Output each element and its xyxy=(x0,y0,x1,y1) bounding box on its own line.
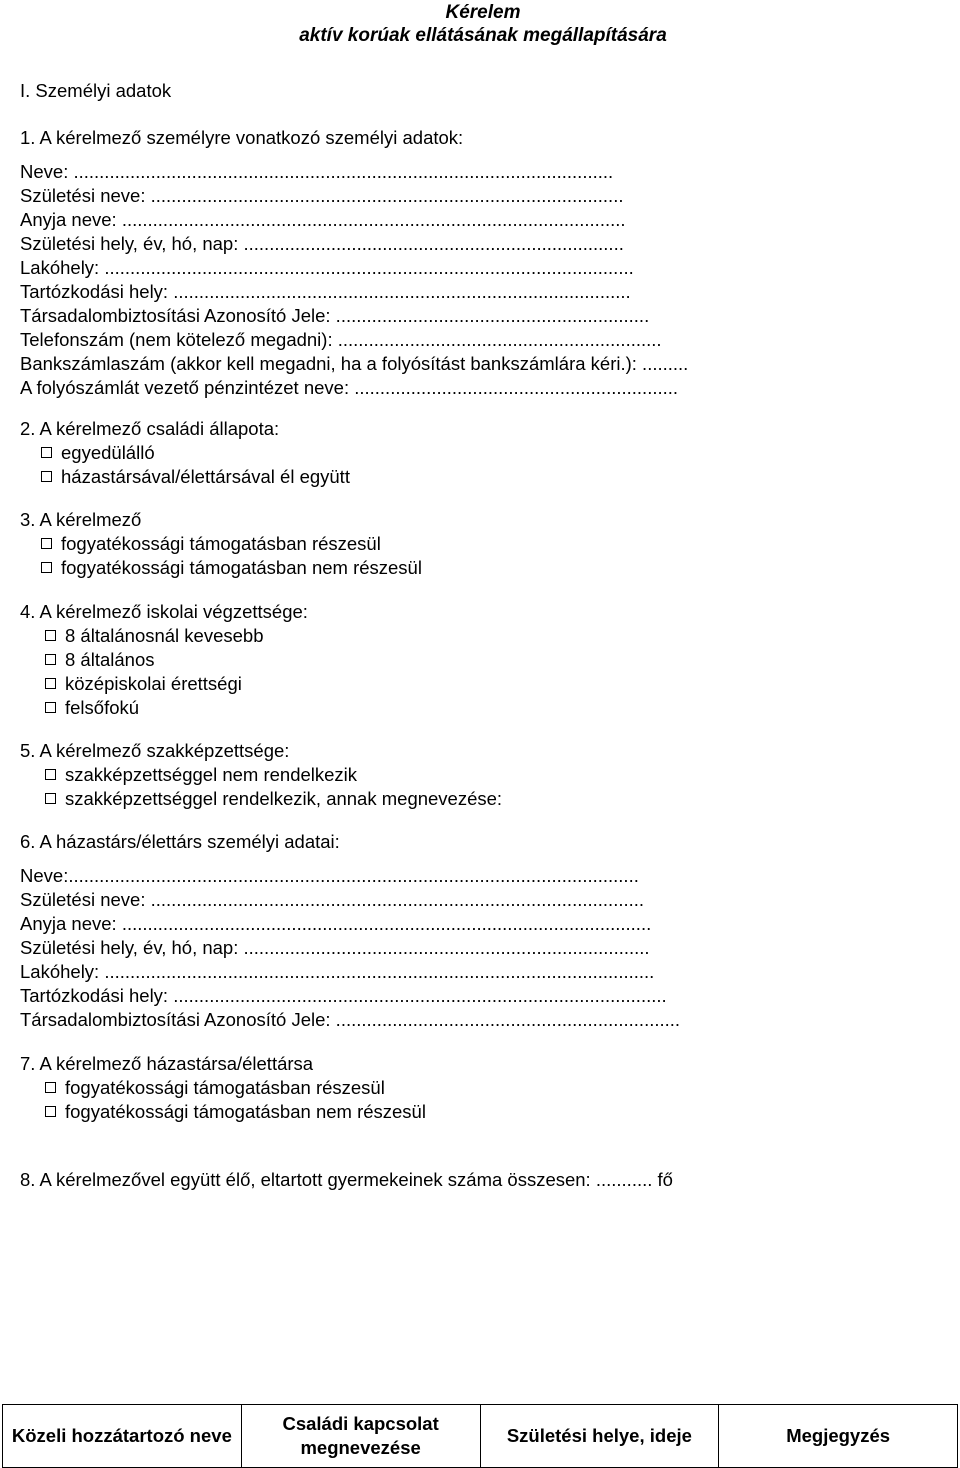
spouse-name-field[interactable]: Neve:............................................................................................................... xyxy=(20,865,639,886)
q2-label: 2. A kérelmező családi állapota: xyxy=(20,418,280,439)
disability-option-no[interactable]: fogyatékossági támogatásban nem részesül xyxy=(41,556,422,580)
education-option-8[interactable]: 8 általános xyxy=(45,648,154,672)
disability-option-yes[interactable]: fogyatékossági támogatásban részesül xyxy=(41,532,381,556)
checkbox-icon[interactable] xyxy=(45,630,56,641)
relatives-table xyxy=(2,1404,958,1468)
marital-option-single[interactable]: egyedülálló xyxy=(41,441,155,465)
request-title-line2: aktív korúak ellátásának megállapítására xyxy=(299,25,667,46)
spouse-disability-option-yes[interactable]: fogyatékossági támogatásban részesül xyxy=(45,1076,385,1100)
q8-children-count-field[interactable]: 8. A kérelmezővel együtt élő, eltartott gyermekeinek száma összesen: ........... fő xyxy=(20,1169,673,1190)
col-remark: Megjegyzés xyxy=(719,1405,958,1468)
checkbox-icon[interactable] xyxy=(45,769,56,780)
request-title-line1: Kérelem xyxy=(445,2,521,23)
applicant-bank-account-field[interactable]: Bankszámlaszám (akkor kell megadni, ha a folyósítást bankszámlára kéri.): ......... xyxy=(20,353,689,374)
applicant-stay-place-field[interactable]: Tartózkodási hely: ......................................................................................... xyxy=(20,281,631,302)
applicant-bank-name-field[interactable]: A folyószámlát vezető pénzintézet neve: ............................................................... xyxy=(20,377,679,398)
q3-label: 3. A kérelmező xyxy=(20,509,142,530)
checkbox-icon[interactable] xyxy=(45,654,56,665)
checkbox-icon[interactable] xyxy=(45,678,56,689)
spouse-disability-option-no[interactable]: fogyatékossági támogatásban nem részesül xyxy=(45,1100,426,1124)
spouse-residence-field[interactable]: Lakóhely: ........................................................................................................... xyxy=(20,961,655,982)
checkbox-icon[interactable] xyxy=(45,1106,56,1117)
applicant-phone-field[interactable]: Telefonszám (nem kötelező megadni): ............................................................... xyxy=(20,329,662,350)
q1-label: 1. A kérelmező személyre vonatkozó személyi adatok: xyxy=(20,127,464,148)
q5-label: 5. A kérelmező szakképzettsége: xyxy=(20,740,290,761)
spouse-birth-name-field[interactable]: Születési neve: ................................................................................................ xyxy=(20,889,645,910)
col-birth-place-date: Születési helye, ideje xyxy=(480,1405,719,1468)
checkbox-icon[interactable] xyxy=(41,471,52,482)
education-option-higher[interactable]: felsőfokú xyxy=(45,696,139,720)
education-option-below-8[interactable]: 8 általánosnál kevesebb xyxy=(45,624,264,648)
spouse-birth-place-date-field[interactable]: Születési hely, év, hó, nap: ............................................................................... xyxy=(20,937,650,958)
applicant-birth-name-field[interactable]: Születési neve: ............................................................................................ xyxy=(20,185,624,206)
checkbox-icon[interactable] xyxy=(45,702,56,713)
applicant-taj-field[interactable]: Társadalombiztosítási Azonosító Jele: ............................................................. xyxy=(20,305,650,326)
education-option-secondary[interactable]: középiskolai érettségi xyxy=(45,672,242,696)
qualification-option-none[interactable]: szakképzettséggel nem rendelkezik xyxy=(45,763,357,787)
spouse-taj-field[interactable]: Társadalombiztosítási Azonosító Jele: ................................................................... xyxy=(20,1009,681,1030)
checkbox-icon[interactable] xyxy=(41,562,52,573)
spouse-stay-place-field[interactable]: Tartózkodási hely: ................................................................................................ xyxy=(20,985,667,1006)
section-heading: I. Személyi adatok xyxy=(20,80,172,101)
applicant-residence-field[interactable]: Lakóhely: ....................................................................................................... xyxy=(20,257,634,278)
checkbox-icon[interactable] xyxy=(45,793,56,804)
applicant-name-field[interactable]: Neve: ......................................................................................................... xyxy=(20,161,614,182)
table-header-row xyxy=(3,1405,958,1468)
checkbox-icon[interactable] xyxy=(41,538,52,549)
q6-label: 6. A házastárs/élettárs személyi adatai: xyxy=(20,831,340,852)
checkbox-icon[interactable] xyxy=(41,447,52,458)
q4-label: 4. A kérelmező iskolai végzettsége: xyxy=(20,601,308,622)
applicant-birth-place-date-field[interactable]: Születési hely, év, hó, nap: .......................................................................... xyxy=(20,233,624,254)
q7-label: 7. A kérelmező házastársa/élettársa xyxy=(20,1053,314,1074)
qualification-option-has[interactable]: szakképzettséggel rendelkezik, annak megnevezése: xyxy=(45,787,502,811)
col-relationship: Családi kapcsolat megnevezése xyxy=(241,1405,480,1468)
applicant-mother-name-field[interactable]: Anyja neve: .................................................................................................. xyxy=(20,209,626,230)
checkbox-icon[interactable] xyxy=(45,1082,56,1093)
marital-option-married[interactable]: házastársával/élettársával él együtt xyxy=(41,465,350,489)
spouse-mother-name-field[interactable]: Anyja neve: ....................................................................................................... xyxy=(20,913,652,934)
col-relative-name: Közeli hozzátartozó neve xyxy=(3,1405,242,1468)
